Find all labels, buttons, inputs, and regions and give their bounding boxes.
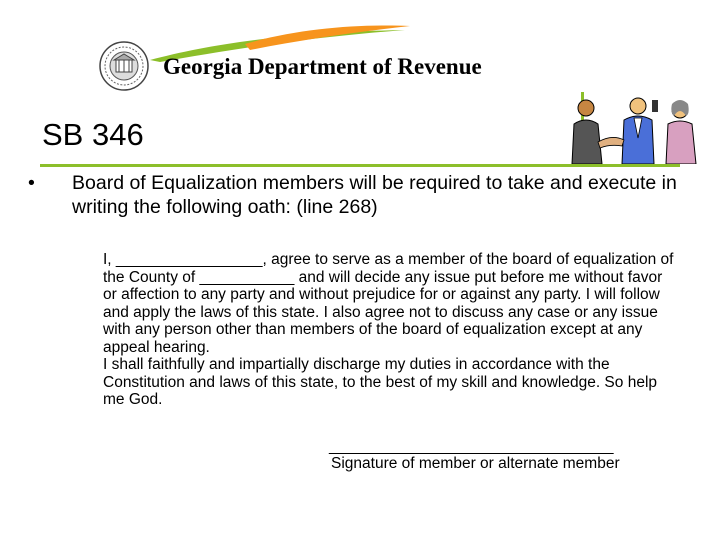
slide-title: SB 346 bbox=[42, 117, 144, 152]
bullet-item bbox=[28, 171, 678, 219]
signature-line: _________________________________ bbox=[329, 438, 614, 455]
org-title: Georgia Department of Revenue bbox=[163, 54, 482, 79]
header-divider-horizontal bbox=[40, 164, 680, 167]
oath-text bbox=[103, 251, 678, 409]
oath-paragraph-1: I, _________________, agree to serve as a member of the board of equalization of the County of ___________ and will decide any issue put before me without favor or affection to any party and without prejudice for or against any party. I will follow and apply the laws of this state. I also agree not to discuss any case or any issue with any person other than members of the board of equalization except at any appeal hearing. bbox=[103, 251, 674, 356]
signature-label: Signature of member or alternate member bbox=[331, 455, 620, 472]
people-handshake-clipart bbox=[556, 94, 706, 164]
oath-paragraph-2: I shall faithfully and impartially discharge my duties in accordance with the Constitution and laws of this state, to the best of my skill and knowledge. So help me God. bbox=[103, 356, 658, 408]
bullet-mark: • bbox=[28, 172, 35, 194]
state-seal-icon bbox=[98, 40, 150, 92]
bullet-text: Board of Equalization members will be required to take and execute in writing the following oath: (line 268) bbox=[72, 172, 677, 218]
